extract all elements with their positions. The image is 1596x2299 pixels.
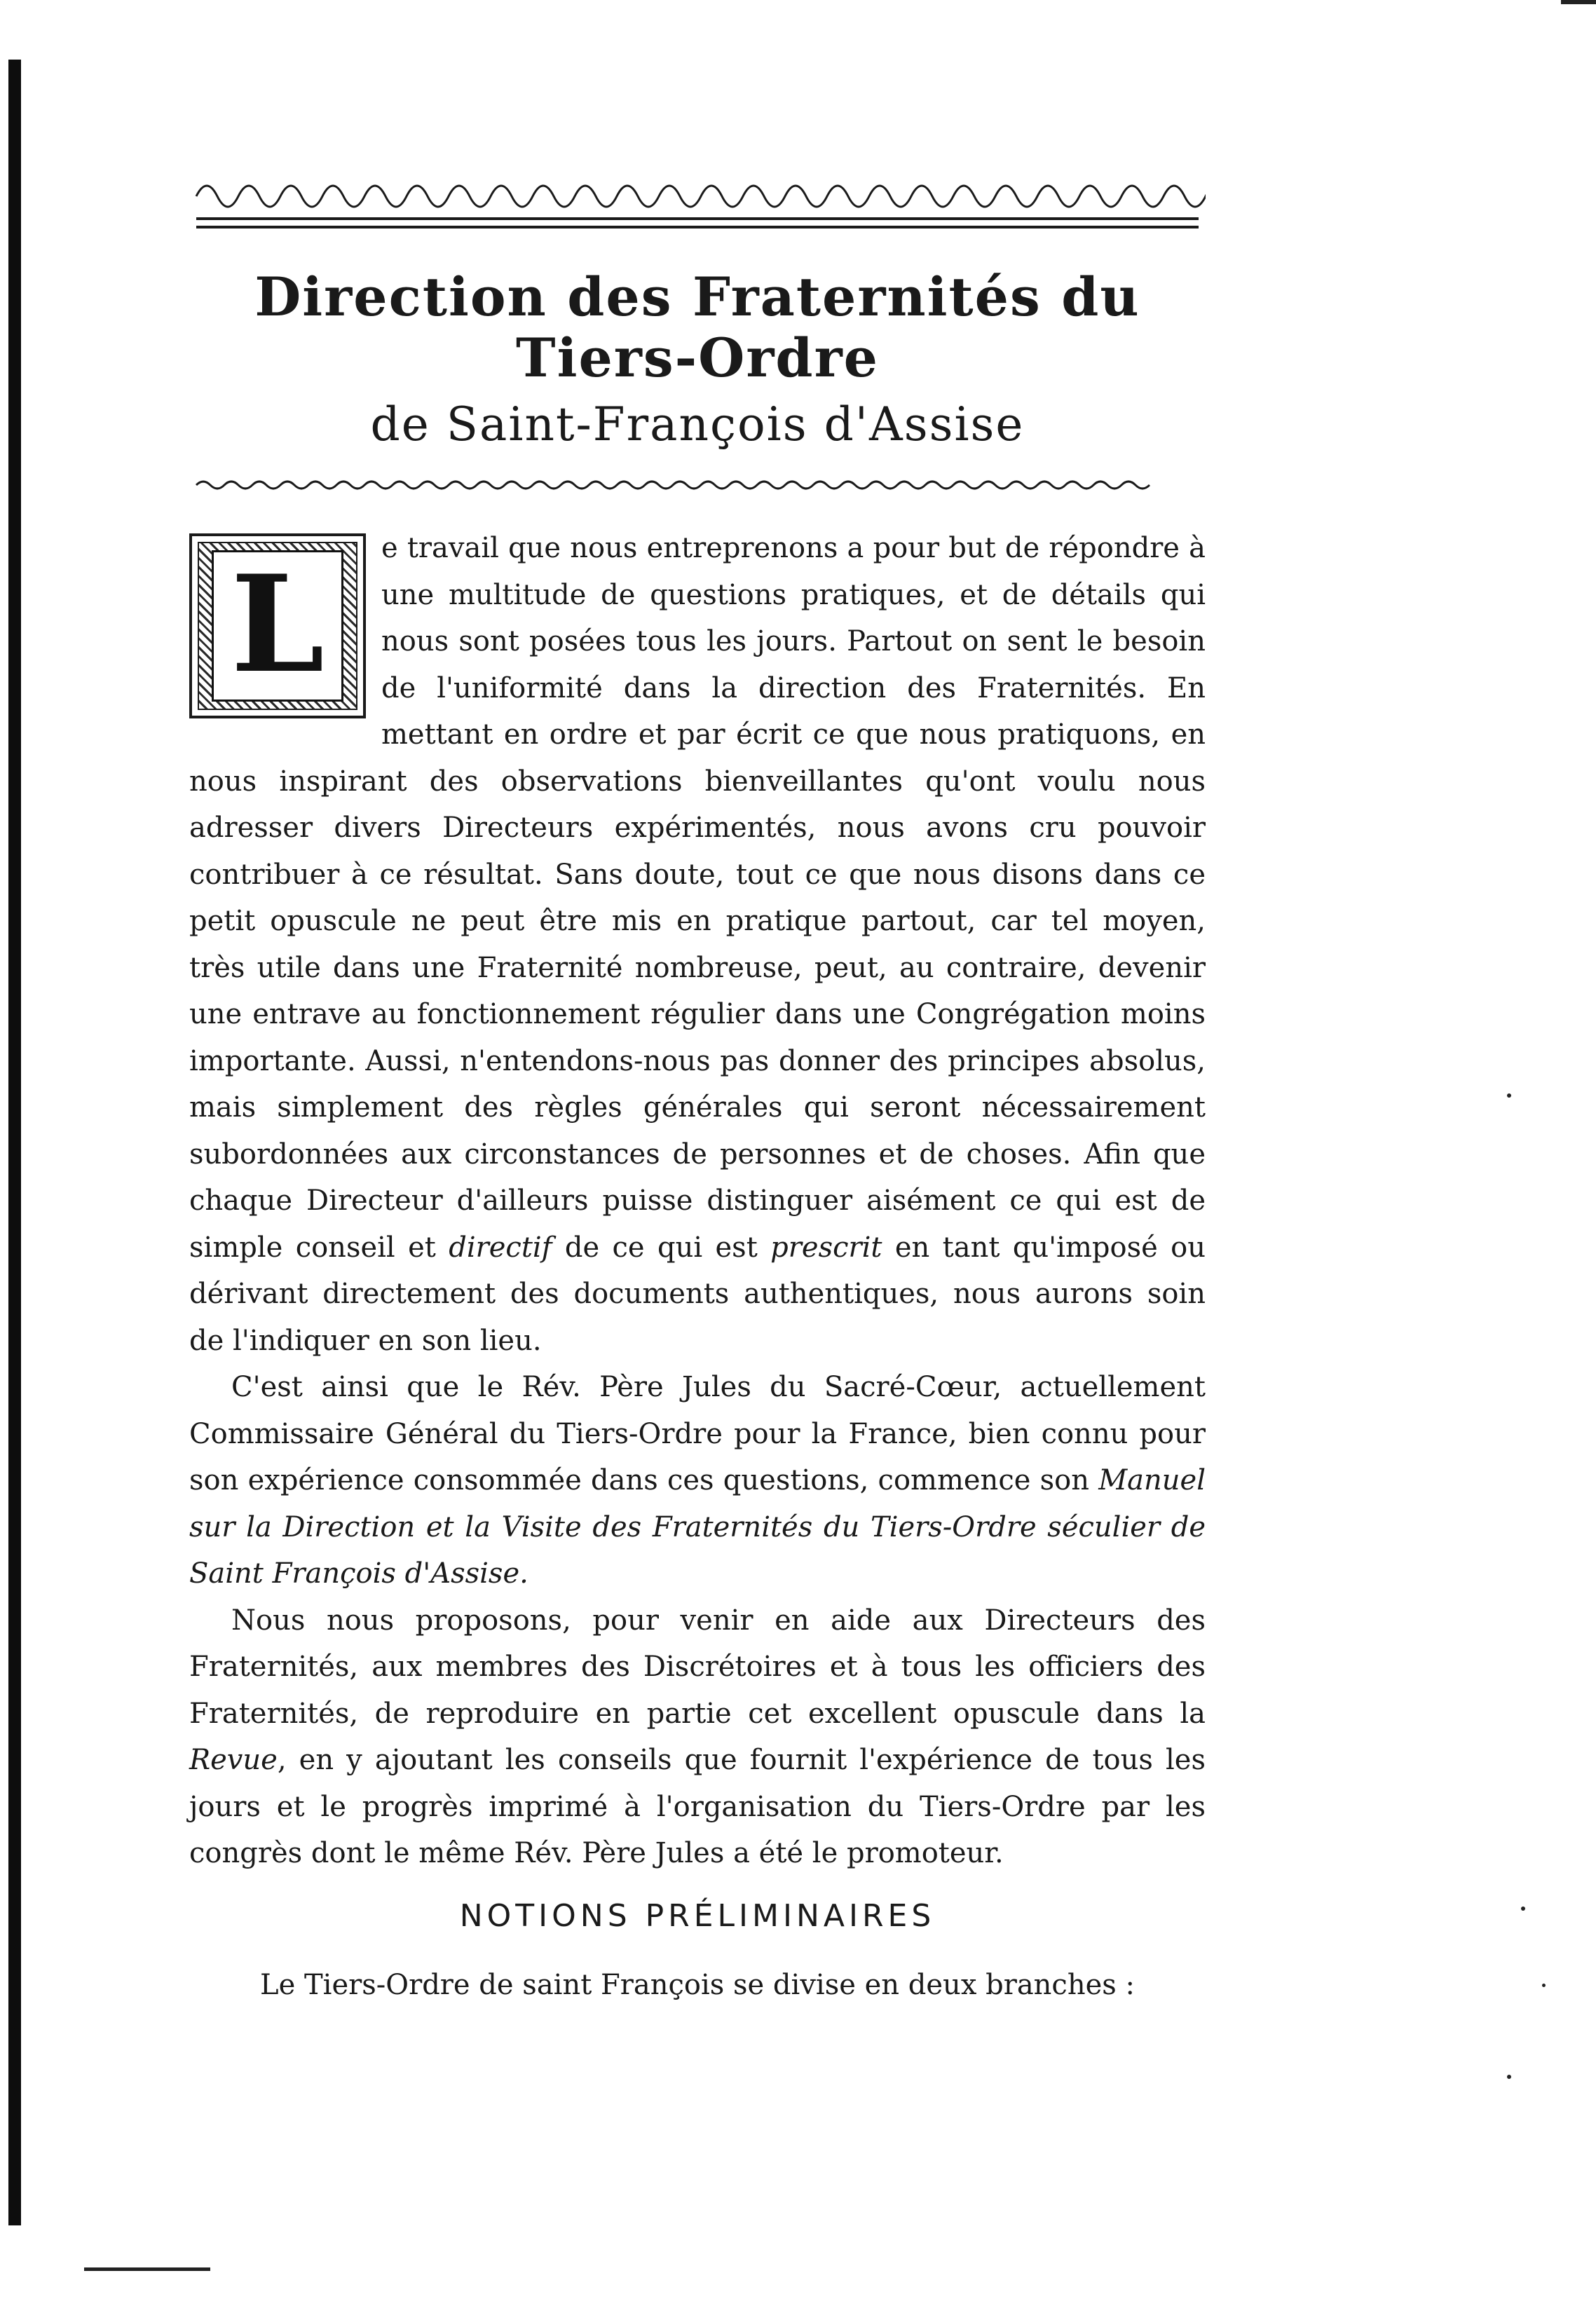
scan-speck (1521, 1906, 1525, 1911)
scan-speck (1507, 2075, 1511, 2079)
page-subtitle: de Saint-François d'Assise (370, 397, 1025, 451)
article-body (189, 525, 1206, 1877)
paragraph-text: de ce qui est (552, 1231, 771, 1264)
title-divider (189, 475, 1206, 496)
italic-term: prescrit (770, 1231, 882, 1264)
scan-speck (1542, 1984, 1546, 1987)
italic-term: directif (449, 1231, 552, 1264)
scan-speck (1507, 1093, 1511, 1098)
paragraph-2 (189, 1364, 1206, 1597)
paragraph-text: Nous nous proposons, pour venir en aide aux Directeurs des Fraternités, aux membres des Discrétoires et à tous les officiers des Fraternités, de reproduire en partie cet excellent opuscule dans la (189, 1604, 1206, 1730)
journal-title: Revue (189, 1744, 278, 1777)
paragraph-1 (189, 525, 1206, 1364)
page-title: Direction des Fraternités du Tiers-Ordre (254, 266, 1140, 390)
dropcap-letter: L (212, 550, 343, 702)
section-heading: NOTIONS PRÉLIMINAIRES (459, 1897, 936, 1934)
paragraph-text: e travail que nous entreprenons a pour but de répondre à une multitude de questions pratiques, et de détails qui nous sont posées tous les jours. Partout on sent le besoin de l'uniformité dans la direction des Fraternités. En mettant en ordre et par écrit ce que nous pratiquons, en nous inspirant des observations bienveillantes qu'ont voulu nous adresser divers Directeurs expérimentés, nous avons cru pouvoir contribuer à ce résultat. Sans doute, tout ce que nous disons dans ce petit opuscule ne peut être mis en pratique partout, car tel moyen, très utile dans une Fraternité nombreuse, peut, au contraire, devenir une entrave au fonctionnement régulier dans une Congrégation moins importante. Aussi, n'entendons-nous pas donner des principes absolus, mais simplement des règles générales qui seront nécessairement subordonnées aux circonstances de personnes et de choses. Afin que chaque Directeur d'ailleurs puisse distinguer aisément ce qui est de simple conseil et (189, 532, 1206, 1264)
paragraph-text: C'est ainsi que le Rév. Père Jules du Sacré-Cœur, actuellement Commissaire Général du Tiers-Ordre pour la France, bien connu pour son expérience consommée dans ces questions, commence son (189, 1371, 1206, 1497)
illuminated-initial (189, 533, 366, 718)
page-binding-edge (8, 60, 21, 2225)
scan-mark (1561, 0, 1596, 4)
paragraph-text: , en y ajoutant les conseils que fournit l'expérience de tous les jours et le progrès imprimé à l'organisation du Tiers-Ordre par les congrès dont le même Rév. Père Jules a été le promoteur. (189, 1744, 1206, 1870)
paragraph-text: en tant qu'imposé ou dérivant directement des documents authentiques, nous aurons soin de l'indiquer en son lieu. (189, 1231, 1206, 1357)
section-first-line: Le Tiers-Ordre de saint François se divise en deux branches : (260, 1968, 1135, 2001)
page-content (189, 168, 1206, 2001)
paragraph-3 (189, 1597, 1206, 1877)
book-title: Manuel sur la Direction et la Visite des Fraternités du Tiers-Ordre séculier de Saint François d'Assise. (189, 1464, 1206, 1590)
scan-mark (84, 2267, 210, 2271)
header-ornament (189, 168, 1206, 238)
